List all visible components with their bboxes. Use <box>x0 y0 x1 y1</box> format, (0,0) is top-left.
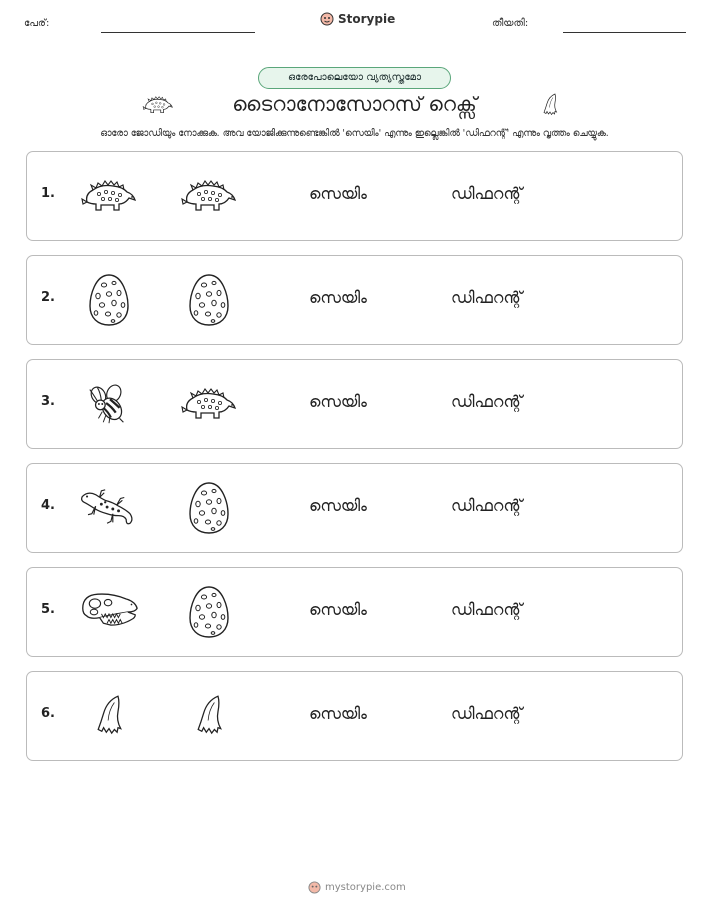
table-row <box>26 567 683 657</box>
footer <box>308 881 406 894</box>
table-row <box>26 671 683 761</box>
table-row <box>26 463 683 553</box>
option-same[interactable]: സെയിം <box>309 600 367 619</box>
dino-egg-icon <box>187 584 231 640</box>
table-row <box>26 255 683 345</box>
option-different[interactable]: ഡിഫറന്റ് <box>451 184 523 203</box>
ankylosaurus-icon <box>179 384 239 424</box>
left-picture <box>77 268 141 332</box>
table-row <box>26 151 683 241</box>
ankylosaurus-icon <box>179 176 239 216</box>
option-different[interactable]: ഡിഫറന്റ് <box>451 496 523 515</box>
instructions: ഓരോ ജോഡിയും നോക്കുക. അവ യോജിക്കുന്നുണ്ടെങ്കിൽ 'സെയിം' എന്നും ഇല്ലെങ്കിൽ 'ഡിഫറന്റ്' എന്നും വൃത്തം ചെയ്യുക. <box>100 128 609 139</box>
left-picture <box>77 372 141 436</box>
lizard-icon <box>78 487 140 529</box>
brand-name: Storypie <box>338 12 396 26</box>
table-row <box>26 359 683 449</box>
left-picture <box>77 580 141 644</box>
row-number: 6. <box>41 706 55 721</box>
tooth-icon <box>91 692 127 740</box>
worksheet-tag: ഒരേപോലെയോ വ്യത്യസ്തമോ <box>258 67 451 89</box>
right-picture <box>177 684 241 748</box>
row-number: 4. <box>41 498 55 513</box>
option-different[interactable]: ഡിഫറന്റ് <box>451 704 523 723</box>
right-picture <box>177 268 241 332</box>
storypie-logo-icon <box>308 881 321 894</box>
row-number: 5. <box>41 602 55 617</box>
left-picture <box>77 684 141 748</box>
name-label: പേര്: <box>24 18 50 29</box>
option-different[interactable]: ഡിഫറന്റ് <box>451 600 523 619</box>
ankylosaurus-icon <box>79 176 139 216</box>
right-picture <box>177 580 241 644</box>
option-same[interactable]: സെയിം <box>309 288 367 307</box>
brand-logo <box>320 12 395 26</box>
name-field[interactable] <box>101 32 255 33</box>
left-picture <box>77 164 141 228</box>
option-same[interactable]: സെയിം <box>309 392 367 411</box>
dino-egg-icon <box>187 480 231 536</box>
right-picture <box>177 372 241 436</box>
option-different[interactable]: ഡിഫറന്റ് <box>451 288 523 307</box>
option-different[interactable]: ഡിഫറന്റ് <box>451 392 523 411</box>
row-number: 2. <box>41 290 55 305</box>
option-same[interactable]: സെയിം <box>309 704 367 723</box>
left-picture <box>77 476 141 540</box>
footer-site: mystorypie.com <box>325 882 406 893</box>
bee-icon <box>85 380 133 428</box>
dino-egg-icon <box>187 272 231 328</box>
trex-skull-icon <box>79 589 139 635</box>
storypie-logo-icon <box>320 12 334 26</box>
tooth-icon <box>191 692 227 740</box>
tooth-icon <box>540 92 560 118</box>
page-title: ടൈറാനോസോറസ് റെക്സ് <box>232 92 477 116</box>
dino-egg-icon <box>87 272 131 328</box>
row-number: 3. <box>41 394 55 409</box>
right-picture <box>177 164 241 228</box>
right-picture <box>177 476 241 540</box>
date-label: തീയതി: <box>492 18 529 29</box>
date-field[interactable] <box>563 32 686 33</box>
row-number: 1. <box>41 186 55 201</box>
option-same[interactable]: സെയിം <box>309 184 367 203</box>
option-same[interactable]: സെയിം <box>309 496 367 515</box>
